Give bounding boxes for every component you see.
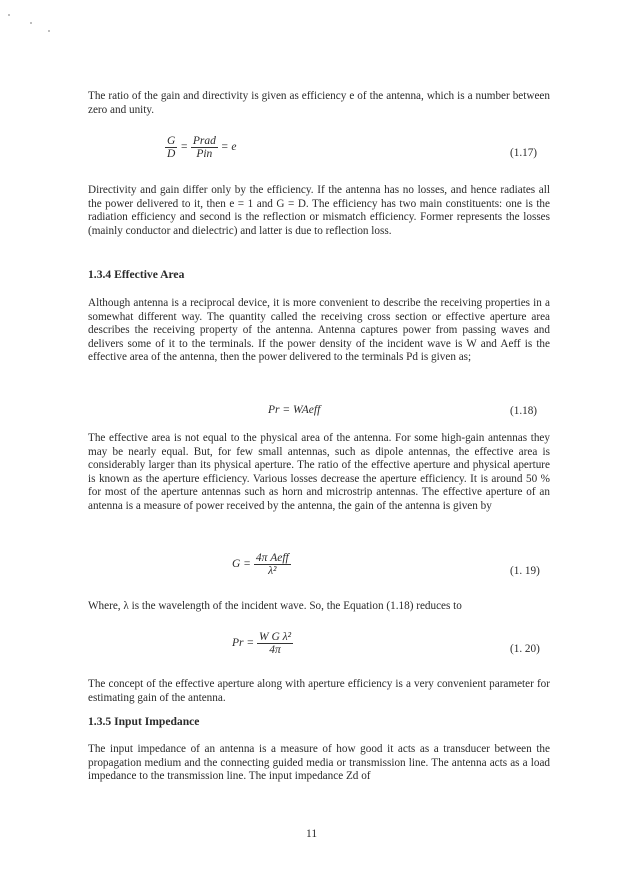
paragraph-effective-aperture: Although antenna is a reciprocal device, it is more convenient to describe the receiving properties in a somewhat different way. The quantity called the receiving cross section or effective aperture area describes the receiving property of the antenna. Antenna captures power from passing waves and delivers some of it to the terminals. If the power density of the incident wave is W and Aeff is the effective area of the antenna, then the power delivered to the terminals Pd is given as; (88, 297, 550, 364)
eq119-num: 4π Aeff (255, 552, 289, 564)
scan-speck (8, 14, 10, 16)
heading-effective-area: 1.3.4 Effective Area (88, 268, 185, 281)
paragraph-wavelength: Where, λ is the wavelength of the incident wave. So, the Equation (1.18) reduces to (88, 600, 462, 612)
eq117-den-left: D (167, 148, 176, 160)
paragraph-effective-area-physical: The effective area is not equal to the physical area of the antenna. For some high-gain antennas they may be nearly equal. But, for few small antennas, such as dipole antennas, the effective area is considerably larger than its physical aperture. The ratio of the effective aperture and physical aperture is known as the aperture efficiency. Various losses decrease the aperture efficiency. It is around 50 % for most of the aperture antennas such as horn and microstrip antennas. The effective aperture of an antenna is a measure of power received by the antenna, the gain of the antenna is given by (88, 432, 550, 512)
eq117-equals: = (180, 141, 188, 154)
paragraph-directivity-gain: Directivity and gain differ only by the efficiency. If the antenna has no losses, and hence radiates all the power delivered to it, then e = 1 and G = D. The efficiency has two main constituents: one is the radiation efficiency and second is the reflection or mismatch efficiency. Former represents the losses (mainly conductor and dielectric) and latter is due to reflection loss. (88, 184, 550, 237)
eq117-num-right: Prad (192, 135, 216, 147)
paragraph-efficiency: The ratio of the gain and directivity is given as efficiency e of the antenna, which is a number between zero and unity. (88, 90, 550, 116)
eq117-den-right: Pin (196, 148, 213, 160)
equation-number-1-17: (1.17) (510, 147, 538, 159)
paragraph-input-impedance: The input impedance of an antenna is a measure of how good it acts as a transducer between the propagation medium and the connecting guided media or transmission line. The antenna acts as a load impedance to the transmission line. The input impedance Zd of (88, 743, 550, 783)
page-number: 11 (306, 828, 318, 840)
paragraph-aperture-concept: The concept of the effective aperture along with aperture efficiency is a very convenient parameter for estimating gain of the antenna. (88, 678, 550, 704)
equation-number-1-19: (1. 19) (510, 565, 540, 577)
eq117-rhs: = e (220, 141, 237, 154)
eq117-num-left: G (167, 135, 176, 147)
eq119-den: λ² (268, 565, 277, 577)
eq120-lhs: Pr = (232, 637, 255, 650)
equation-1-17 (165, 135, 236, 160)
scan-speck (48, 30, 50, 32)
equation-number-1-18: (1.18) (510, 405, 538, 417)
equation-1-20 (232, 631, 293, 656)
equation-number-1-20: (1. 20) (510, 643, 540, 655)
heading-input-impedance: 1.3.5 Input Impedance (88, 715, 200, 728)
eq120-num: W G λ² (259, 631, 292, 643)
equation-1-18: Pr = WAeff (268, 404, 321, 416)
scan-speck (30, 22, 32, 24)
equation-1-19 (232, 552, 291, 577)
eq119-lhs: G = (232, 558, 251, 571)
eq120-den: 4π (269, 644, 281, 656)
